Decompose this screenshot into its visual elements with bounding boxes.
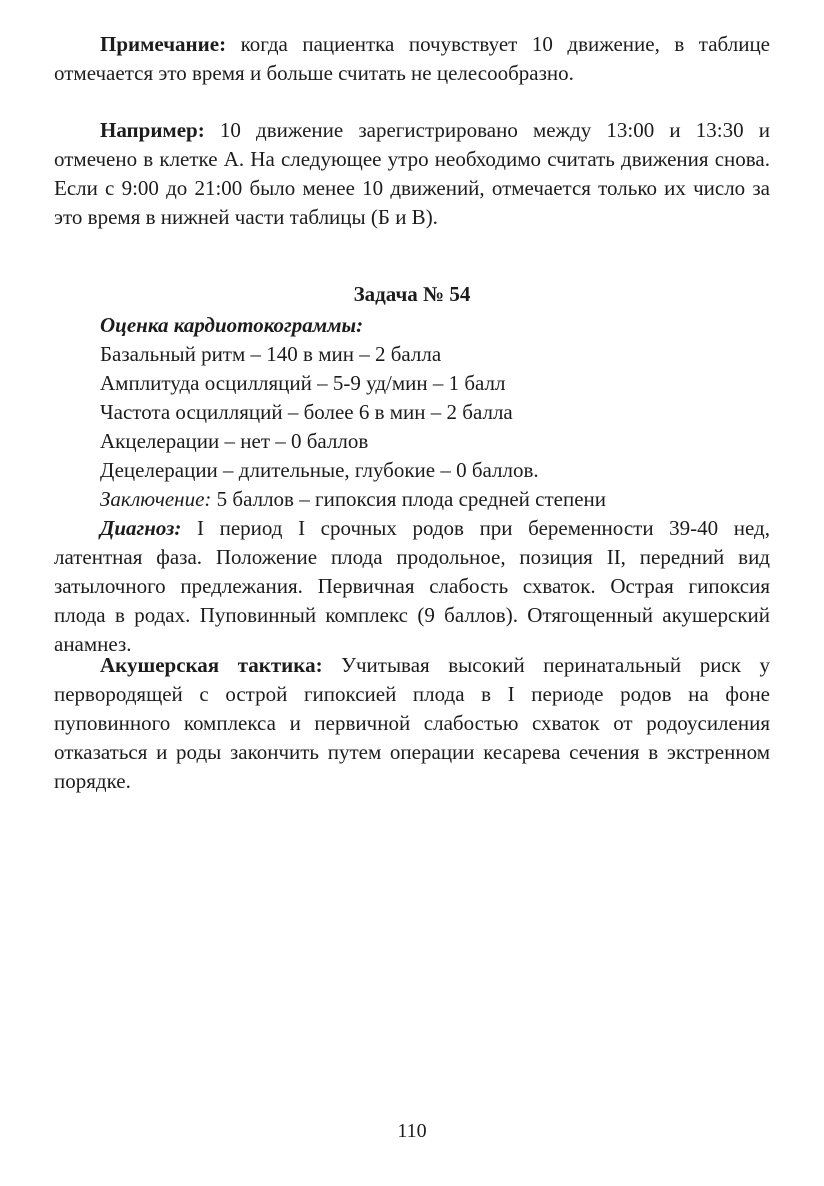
task-title: Задача № 54: [353, 282, 471, 306]
tactics-block: [54, 651, 770, 796]
ctg-heading: Оценка кардиотокограммы:: [100, 313, 364, 337]
tactics-text: Учитывая высокий перинатальный риск у первородящей с острой гипоксией плода в I периоде родов на фоне пуповинного комплекса и первичной слабостью схваток от родоусиления отказаться и роды закончить путем операции кесарева сечения в экстренном порядке.: [54, 653, 770, 793]
example-label: Например:: [100, 118, 205, 142]
example-paragraph: [54, 116, 770, 232]
diagnosis-block: [54, 514, 770, 659]
example-block: [54, 116, 770, 232]
tactics-label: Акушерская тактика:: [100, 653, 323, 677]
ctg-item: Акцелерации – нет – 0 баллов: [100, 429, 369, 453]
diagnosis-label: Диагноз:: [100, 516, 182, 540]
conclusion-line: [100, 485, 780, 514]
ctg-item: Базальный ритм – 140 в мин – 2 балла: [100, 342, 442, 366]
note-block: [54, 30, 770, 88]
ctg-item: Амплитуда осцилляций – 5-9 уд/мин – 1 балл: [100, 371, 506, 395]
diagnosis-text: I период I срочных родов при беременности 39-40 нед, латентная фаза. Положение плода продольное, позиция II, передний вид затылочного предлежания. Первичная слабость схваток. Острая гипоксия плода в родах. Пуповинный комплекс (9 баллов). Отягощенный акушерский анамнез.: [54, 516, 770, 656]
ctg-list: [100, 311, 780, 514]
note-text: когда пациентка почувствует 10 движение, в таблице отмечается это время и больше считать не целесообразно.: [54, 32, 770, 85]
ctg-item: Децелерации – длительные, глубокие – 0 баллов.: [100, 458, 539, 482]
note-paragraph: [54, 30, 770, 88]
note-label: Примечание:: [100, 32, 227, 56]
conclusion-label: Заключение:: [100, 487, 212, 511]
ctg-item: Частота осцилляций – более 6 в мин – 2 балла: [100, 400, 513, 424]
conclusion-text: 5 баллов – гипоксия плода средней степени: [211, 487, 607, 511]
example-text: 10 движение зарегистрировано между 13:00 и 13:30 и отмечено в клетке А. На следующее утро необходимо считать движения снова. Если с 9:00 до 21:00 было менее 10 движений, отмечается только их число за это время в нижней части таблицы (Б и В).: [54, 118, 770, 229]
page-number: 110: [397, 1120, 427, 1142]
diagnosis-paragraph: [54, 514, 770, 659]
tactics-paragraph: [54, 651, 770, 796]
